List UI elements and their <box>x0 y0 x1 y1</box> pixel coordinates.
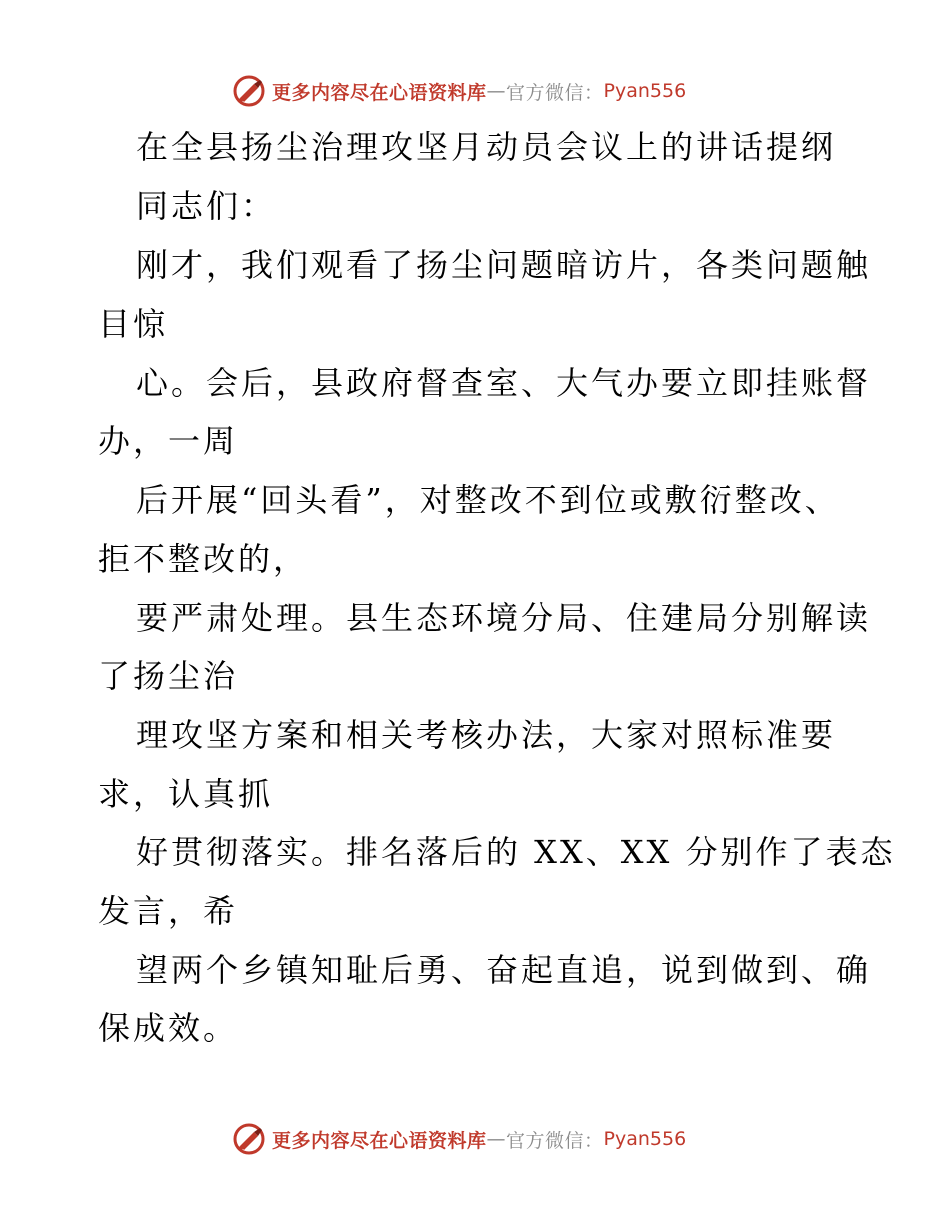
banner-wechat-id: Pyan556 <box>603 80 687 102</box>
banner-wechat-id: Pyan556 <box>603 1128 687 1150</box>
greeting: 同志们： <box>136 187 277 225</box>
pen-nib-logo-icon <box>232 1122 266 1156</box>
paragraph-line: 要严肃处理。县生态环境分局、住建局分别解读 <box>136 599 872 637</box>
paragraph-line: 好贯彻落实。排名落后的 XX、XX 分别作了表态 <box>136 833 896 871</box>
paragraph-line: 目惊 <box>98 305 169 343</box>
paragraph-line: 保成效。 <box>98 1009 239 1047</box>
paragraph-line: 求，认真抓 <box>98 775 274 813</box>
banner-official-label: 官方微信： <box>506 81 604 104</box>
banner-main-text: 更多内容尽在心语资料库 <box>272 1129 487 1152</box>
paragraph-line: 办，一周 <box>98 422 239 460</box>
document-title: 在全县扬尘治理攻坚月动员会议上的讲话提纲 <box>136 128 837 166</box>
header-banner <box>232 71 732 111</box>
paragraph-line: 刚才，我们观看了扬尘问题暗访片，各类问题触 <box>136 246 872 284</box>
banner-dash: — <box>486 1128 507 1150</box>
paragraph-line: 心。会后，县政府督查室、大气办要立即挂账督 <box>136 364 872 402</box>
paragraph-line: 拒不整改的， <box>98 540 309 578</box>
footer-banner <box>232 1119 732 1159</box>
pen-nib-logo-icon <box>232 74 266 108</box>
paragraph-line: 了扬尘治 <box>98 657 239 695</box>
paragraph-line: 后开展“回头看”，对整改不到位或敷衍整改、 <box>136 481 840 519</box>
banner-main-text: 更多内容尽在心语资料库 <box>272 81 487 104</box>
paragraph-line: 理攻坚方案和相关考核办法，大家对照标准要 <box>136 716 837 754</box>
paragraph-line: 发言，希 <box>98 892 239 930</box>
paragraph-line: 望两个乡镇知耻后勇、奋起直追，说到做到、确 <box>136 951 872 989</box>
banner-dash: — <box>486 80 507 102</box>
banner-official-label: 官方微信： <box>506 1129 604 1152</box>
